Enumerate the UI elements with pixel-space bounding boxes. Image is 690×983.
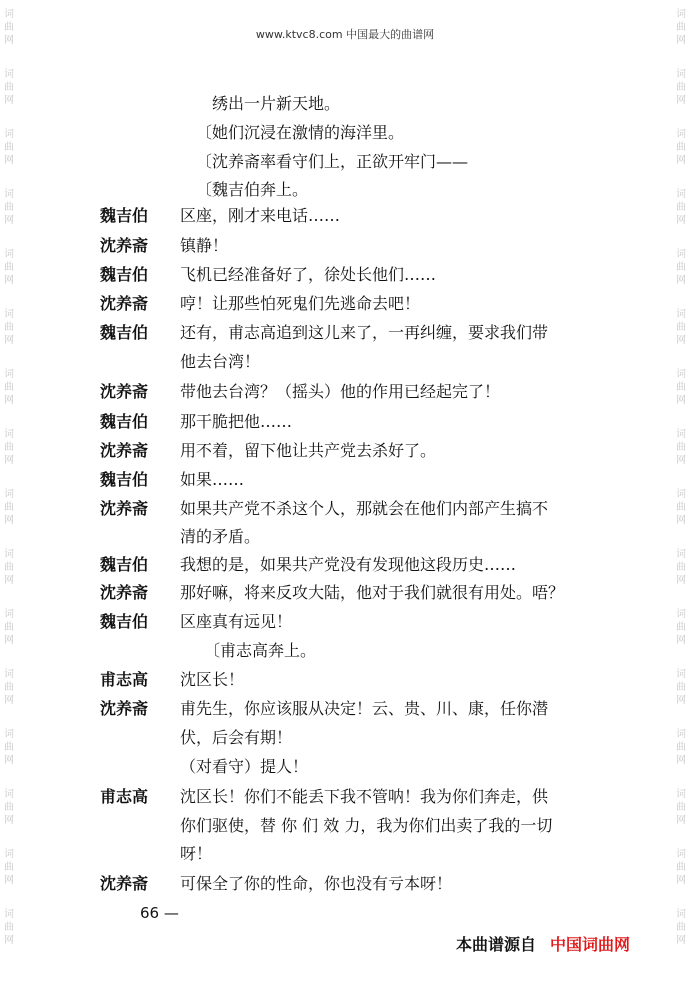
watermark-char: 曲 — [4, 142, 14, 153]
watermark-char: 网 — [676, 575, 686, 586]
watermark-char: 曲 — [4, 202, 14, 213]
watermark-char: 网 — [4, 515, 14, 526]
speaker-name: 甫志高 — [100, 787, 149, 806]
watermark-group — [2, 488, 16, 527]
watermark-char: 网 — [676, 935, 686, 946]
watermark-group — [2, 848, 16, 887]
watermark-char: 网 — [4, 35, 14, 46]
watermark-group — [2, 248, 16, 287]
left-watermark-strip — [2, 0, 16, 983]
watermark-group — [674, 488, 688, 527]
watermark-char: 网 — [4, 95, 14, 106]
watermark-char: 曲 — [4, 442, 14, 453]
watermark-char: 网 — [4, 875, 14, 886]
watermark-group — [2, 548, 16, 587]
source-label: 本曲谱源自 — [456, 935, 537, 954]
watermark-char: 词 — [676, 9, 686, 20]
watermark-group — [2, 908, 16, 947]
dialogue-text: 带他去台湾？（摇头）他的作用已经起完了！ — [180, 382, 501, 401]
watermark-group — [2, 788, 16, 827]
watermark-group — [2, 728, 16, 767]
watermark-char: 词 — [4, 129, 14, 140]
watermark-char: 网 — [676, 215, 686, 226]
watermark-char: 词 — [4, 309, 14, 320]
watermark-char: 曲 — [676, 922, 686, 933]
watermark-char: 词 — [4, 669, 14, 680]
watermark-group — [2, 608, 16, 647]
watermark-group — [674, 908, 688, 947]
watermark-char: 曲 — [4, 382, 14, 393]
watermark-char: 曲 — [676, 262, 686, 273]
watermark-group — [674, 308, 688, 347]
watermark-char: 词 — [4, 789, 14, 800]
watermark-group — [674, 128, 688, 167]
watermark-char: 网 — [676, 455, 686, 466]
watermark-char: 曲 — [4, 682, 14, 693]
stage-direction-text: 〔甫志高奔上。 — [204, 641, 317, 660]
watermark-char: 曲 — [676, 322, 686, 333]
watermark-char: 词 — [676, 309, 686, 320]
speaker-name: 魏吉伯 — [100, 206, 149, 225]
watermark-char: 词 — [676, 609, 686, 620]
speaker-name: 沈养斋 — [100, 236, 149, 255]
watermark-char: 词 — [4, 9, 14, 20]
dialogue-text: 用不着，留下他让共产党去杀好了。 — [180, 441, 437, 460]
watermark-char: 词 — [676, 549, 686, 560]
watermark-char: 词 — [676, 669, 686, 680]
watermark-char: 网 — [676, 395, 686, 406]
watermark-char: 词 — [676, 849, 686, 860]
speaker-name: 沈养斋 — [100, 441, 149, 460]
watermark-char: 词 — [4, 849, 14, 860]
watermark-group — [674, 728, 688, 767]
watermark-char: 词 — [4, 249, 14, 260]
watermark-group — [2, 188, 16, 227]
site-header: www.ktvc8.com 中国最大的曲谱网 — [255, 28, 435, 41]
speaker-name: 沈养斋 — [100, 583, 149, 602]
dialogue-text: 我想的是，如果共产党没有发现他这段历史…… — [180, 555, 517, 574]
watermark-char: 网 — [676, 155, 686, 166]
speaker-name: 魏吉伯 — [100, 470, 149, 489]
speaker-name: 魏吉伯 — [100, 555, 149, 574]
watermark-char: 网 — [4, 755, 14, 766]
watermark-char: 网 — [676, 695, 686, 706]
watermark-char: 词 — [676, 69, 686, 80]
watermark-char: 曲 — [676, 22, 686, 33]
watermark-char: 曲 — [4, 82, 14, 93]
watermark-char: 曲 — [4, 922, 14, 933]
stage-direction-text: 绣出一片新天地。 — [212, 94, 341, 113]
stage-direction-text: 〔沈养斋率看守们上，正欲开牢门—— — [196, 152, 469, 171]
speaker-name: 沈养斋 — [100, 382, 149, 401]
watermark-char: 网 — [676, 95, 686, 106]
watermark-group — [2, 8, 16, 47]
watermark-char: 曲 — [4, 622, 14, 633]
dialogue-text: 如果共产党不杀这个人，那就会在他们内部产生搞不 — [180, 499, 549, 518]
dialogue-text: 那好嘛，将来反攻大陆，他对于我们就很有用处。唔？ — [180, 583, 565, 602]
watermark-char: 词 — [676, 729, 686, 740]
watermark-char: 词 — [676, 189, 686, 200]
watermark-char: 词 — [676, 129, 686, 140]
watermark-char: 词 — [676, 249, 686, 260]
watermark-char: 词 — [4, 69, 14, 80]
dialogue-text: （对看守）提人！ — [180, 757, 309, 776]
watermark-char: 曲 — [676, 622, 686, 633]
watermark-char: 网 — [676, 275, 686, 286]
dialogue-text: 如果…… — [180, 470, 245, 489]
watermark-char: 曲 — [676, 202, 686, 213]
dialogue-text: 你们驱使，替 你 们 效 力，我为你们出卖了我的一切 — [180, 816, 553, 835]
dialogue-text: 他去台湾！ — [180, 352, 261, 371]
watermark-group — [2, 368, 16, 407]
watermark-char: 网 — [4, 155, 14, 166]
watermark-char: 曲 — [676, 142, 686, 153]
watermark-char: 曲 — [676, 562, 686, 573]
watermark-char: 曲 — [4, 502, 14, 513]
watermark-char: 网 — [676, 335, 686, 346]
dialogue-text: 镇静！ — [180, 236, 229, 255]
watermark-char: 曲 — [676, 382, 686, 393]
watermark-group — [674, 848, 688, 887]
watermark-char: 曲 — [4, 862, 14, 873]
watermark-group — [674, 548, 688, 587]
watermark-char: 网 — [4, 395, 14, 406]
watermark-char: 词 — [4, 609, 14, 620]
speaker-name: 沈养斋 — [100, 294, 149, 313]
watermark-group — [2, 128, 16, 167]
speaker-name: 沈养斋 — [100, 499, 149, 518]
watermark-group — [674, 788, 688, 827]
watermark-char: 词 — [676, 369, 686, 380]
watermark-char: 网 — [4, 455, 14, 466]
dialogue-text: 沈区长！你们不能丢下我不管呐！我为你们奔走，供 — [180, 787, 549, 806]
speaker-name: 魏吉伯 — [100, 323, 149, 342]
watermark-char: 曲 — [4, 562, 14, 573]
watermark-char: 词 — [676, 909, 686, 920]
watermark-char: 网 — [676, 35, 686, 46]
watermark-group — [2, 428, 16, 467]
watermark-char: 曲 — [4, 802, 14, 813]
watermark-group — [2, 68, 16, 107]
watermark-char: 网 — [4, 215, 14, 226]
watermark-group — [2, 668, 16, 707]
dialogue-text: 沈区长！ — [180, 670, 245, 689]
watermark-char: 网 — [4, 635, 14, 646]
dialogue-text: 可保全了你的性命，你也没有亏本呀！ — [180, 874, 453, 893]
watermark-group — [674, 8, 688, 47]
watermark-char: 网 — [676, 635, 686, 646]
stage-direction-text: 〔她们沉浸在激情的海洋里。 — [196, 123, 405, 142]
speaker-name: 甫志高 — [100, 670, 149, 689]
watermark-char: 网 — [676, 815, 686, 826]
watermark-char: 曲 — [4, 322, 14, 333]
watermark-char: 词 — [4, 729, 14, 740]
watermark-char: 曲 — [676, 802, 686, 813]
watermark-char: 网 — [4, 935, 14, 946]
watermark-group — [2, 308, 16, 347]
dialogue-text: 区座真有远见！ — [180, 612, 293, 631]
watermark-char: 曲 — [4, 22, 14, 33]
watermark-char: 词 — [4, 189, 14, 200]
watermark-char: 网 — [4, 695, 14, 706]
right-watermark-strip — [674, 0, 688, 983]
speaker-name: 魏吉伯 — [100, 612, 149, 631]
watermark-char: 曲 — [676, 82, 686, 93]
speaker-name: 沈养斋 — [100, 874, 149, 893]
watermark-group — [674, 608, 688, 647]
speaker-name: 魏吉伯 — [100, 265, 149, 284]
page-number: 66 — — [140, 904, 179, 922]
watermark-char: 曲 — [676, 682, 686, 693]
source-footer — [456, 932, 630, 955]
dialogue-text: 呀！ — [180, 844, 213, 863]
watermark-char: 词 — [4, 909, 14, 920]
watermark-char: 词 — [676, 429, 686, 440]
watermark-char: 词 — [4, 429, 14, 440]
dialogue-text: 飞机已经准备好了，徐处长他们…… — [180, 265, 437, 284]
dialogue-text: 区座，刚才来电话…… — [180, 206, 341, 225]
watermark-char: 网 — [4, 575, 14, 586]
watermark-group — [674, 68, 688, 107]
watermark-group — [674, 188, 688, 227]
dialogue-text: 清的矛盾。 — [180, 527, 261, 546]
watermark-char: 网 — [4, 335, 14, 346]
watermark-char: 网 — [4, 815, 14, 826]
watermark-char: 网 — [676, 875, 686, 886]
watermark-char: 网 — [4, 275, 14, 286]
watermark-group — [674, 668, 688, 707]
dialogue-text: 甫先生，你应该服从决定！云、贵、川、康，任你潜 — [180, 699, 549, 718]
dialogue-text: 那干脆把他…… — [180, 412, 293, 431]
watermark-char: 词 — [4, 549, 14, 560]
speaker-name: 沈养斋 — [100, 699, 149, 718]
watermark-char: 曲 — [676, 442, 686, 453]
watermark-char: 词 — [4, 369, 14, 380]
dialogue-text: 哼！让那些怕死鬼们先逃命去吧！ — [180, 294, 421, 313]
speaker-name: 魏吉伯 — [100, 412, 149, 431]
watermark-group — [674, 428, 688, 467]
watermark-char: 曲 — [676, 862, 686, 873]
brand-name: 中国词曲网 — [550, 935, 631, 954]
watermark-char: 曲 — [676, 502, 686, 513]
watermark-char: 词 — [676, 489, 686, 500]
watermark-group — [674, 368, 688, 407]
watermark-char: 网 — [676, 515, 686, 526]
watermark-group — [674, 248, 688, 287]
watermark-char: 曲 — [4, 262, 14, 273]
watermark-char: 网 — [676, 755, 686, 766]
watermark-char: 曲 — [4, 742, 14, 753]
stage-direction-text: 〔魏吉伯奔上。 — [196, 180, 309, 199]
dialogue-text: 还有，甫志高追到这儿来了，一再纠缠，要求我们带 — [180, 323, 549, 342]
watermark-char: 曲 — [676, 742, 686, 753]
watermark-char: 词 — [4, 489, 14, 500]
watermark-char: 词 — [676, 789, 686, 800]
dialogue-text: 伏，后会有期！ — [180, 728, 293, 747]
